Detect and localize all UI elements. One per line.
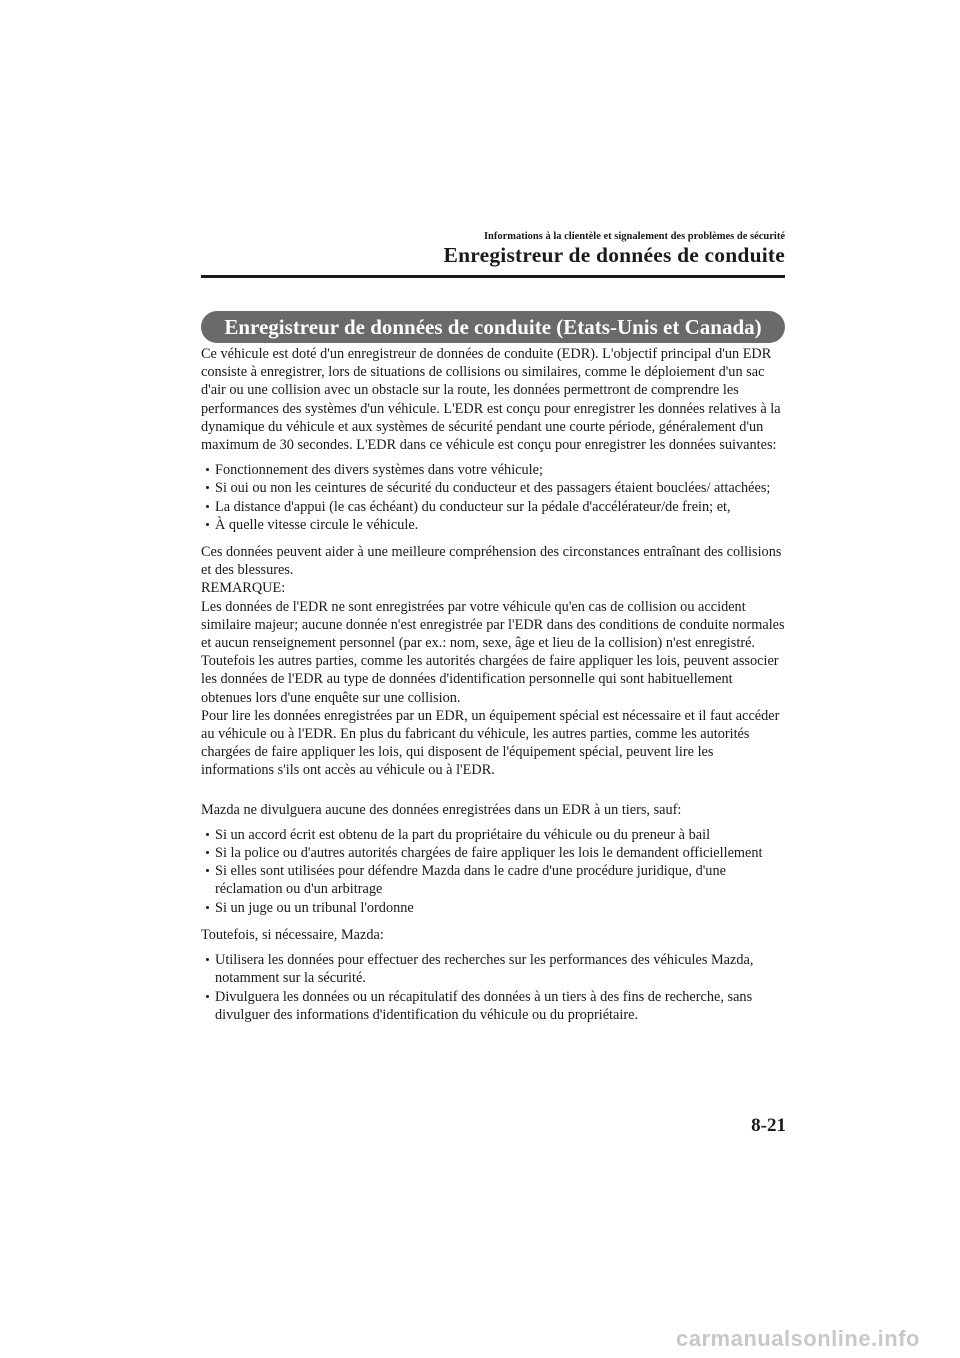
list-item: Fonctionnement des divers systèmes dans votre véhicule; bbox=[201, 461, 786, 479]
intro-paragraph: Ce véhicule est doté d'un enregistreur de données de conduite (EDR). L'objectif principal d'un EDR consiste à enregistrer, lors de situations de collisions ou similaires, comme le déploiement d'un sac d'air ou une collision avec un obstacle sur la route, les données permettront de comprendre les performances des systèmes d'un véhicule. L'EDR est conçu pour enregistrer les données relatives à la dynamique du véhicule et aux systèmes de sécurité pendant une courte période, généralement d'un maximum de 30 secondes. L'EDR dans ce véhicule est conçu pour enregistrer les données suivantes: bbox=[201, 346, 781, 454]
disclosure-intro: Mazda ne divulguera aucune des données enregistrées dans un EDR à un tiers, sauf: bbox=[201, 801, 682, 818]
list-item: Si oui ou non les ceintures de sécurité du conducteur et des passagers étaient bouclées/ attachées; bbox=[201, 479, 786, 497]
list-item: La distance d'appui (le cas échéant) du conducteur sur la pédale d'accélérateur/de frein; et, bbox=[201, 498, 786, 516]
chapter-subtitle: Informations à la clientèle et signalement des problèmes de sécurité bbox=[483, 231, 785, 242]
remark-label: REMARQUE: bbox=[201, 580, 286, 597]
list-item: Utilisera les données pour effectuer des recherches sur les performances des véhicules Mazda, notamment sur la sécurité. bbox=[201, 951, 786, 987]
list-item: Si un juge ou un tribunal l'ordonne bbox=[201, 899, 786, 917]
page-number: 8-21 bbox=[751, 1115, 786, 1136]
page-title: Enregistreur de données de conduite bbox=[443, 243, 785, 267]
list-item: Si un accord écrit est obtenu de la part du propriétaire du véhicule ou du preneur à bail bbox=[201, 826, 786, 844]
watermark-logo: carmanualsonline.info bbox=[676, 1326, 920, 1351]
however-intro: Toutefois, si nécessaire, Mazda: bbox=[201, 926, 384, 943]
recorded-data-list bbox=[201, 461, 786, 534]
section-banner: Enregistreur de données de conduite (Etats-Unis et Canada) bbox=[201, 311, 785, 343]
list-item: Si elles sont utilisées pour défendre Mazda dans le cadre d'une procédure juridique, d'une réclamation ou d'un arbitrage bbox=[201, 862, 786, 898]
however-list bbox=[201, 951, 786, 1024]
list-item: À quelle vitesse circule le véhicule. bbox=[201, 516, 786, 534]
header-divider bbox=[201, 275, 785, 278]
list-item: Si la police ou d'autres autorités chargées de faire appliquer les lois le demandent officiellement bbox=[201, 844, 786, 862]
read-paragraph: Pour lire les données enregistrées par un EDR, un équipement spécial est nécessaire et il faut accéder au véhicule ou à l'EDR. En plus du fabricant du véhicule, les autres parties, comme les autorités chargées de faire appliquer les lois, qui disposent de l'équipement spécial, peuvent lire les informations s'ils ont accès au véhicule ou à l'EDR. bbox=[201, 707, 780, 779]
disclosure-list bbox=[201, 826, 786, 917]
list-item: Divulguera les données ou un récapitulatif des données à un tiers à des fins de recherche, sans divulguer des informations d'identification du véhicule ou du propriétaire. bbox=[201, 988, 786, 1024]
remark-paragraph: Les données de l'EDR ne sont enregistrées par votre véhicule qu'en cas de collision ou accident similaire majeur; aucune donnée n'est enregistrée par l'EDR dans des conditions de conduite normales et aucun renseignement personnel (par ex.: nom, sexe, âge et lieu de la collision) n'est enregistré. Toutefois les autres parties, comme les autorités chargées de faire appliquer les lois, peuvent associer les données de l'EDR au type de données d'identification personnelle qui sont habituellement obtenues lors d'une enquête sur une collision. bbox=[201, 598, 785, 706]
section-body bbox=[201, 345, 786, 1024]
help-paragraph: Ces données peuvent aider à une meilleure compréhension des circonstances entraînant des collisions et des blessures. bbox=[201, 544, 782, 579]
